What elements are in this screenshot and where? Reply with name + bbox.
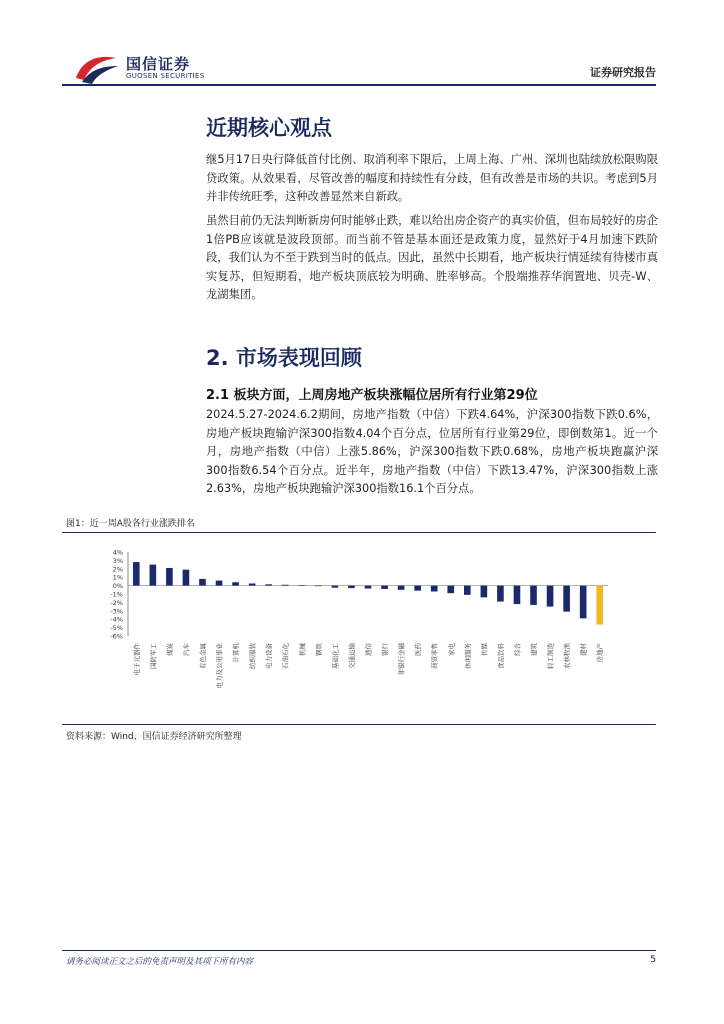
bar-3 (183, 570, 190, 586)
bar-24 (530, 586, 537, 605)
bar-17 (414, 586, 421, 591)
core-views-heading: 近期核心观点 (206, 116, 332, 140)
bar-11 (315, 586, 322, 587)
bar-27 (580, 586, 587, 619)
bar-0 (133, 562, 140, 586)
guosen-logo-icon (72, 52, 120, 84)
x-category-label: 建筑 (530, 643, 539, 656)
industry-ranking-bar-chart (62, 540, 656, 720)
bar-15 (381, 586, 388, 589)
bar-19 (447, 586, 454, 594)
bar-20 (464, 586, 471, 595)
sector-performance-paragraph: 2024.5.27-2024.6.2期间，房地产指数（中信）下跌4.64%，沪深300指数下跌0.6%，房地产板块跑输沪深300指数4.04个百分点，位居所有行业第29位，即倒数第1。近一个月，房地产指数（中信）上涨5.86%，沪深300指数下跌0.68%，房地产板块跑赢沪深300指数6.54个百分点。近半年，房地产指数（中信）下跌13.47%，沪深300指数上涨2.63%，房地产板块跑输沪深300指数16.1个百分点。 (206, 408, 658, 495)
bar-25 (547, 586, 554, 607)
x-category-label: 计算机 (232, 643, 241, 663)
report-header (62, 50, 662, 86)
bar-7 (249, 584, 256, 586)
header-divider (62, 84, 656, 86)
y-tick-label: 4% (112, 548, 123, 557)
bar-13 (348, 586, 355, 589)
x-category-label: 家电 (447, 643, 456, 656)
bar-28 (596, 586, 603, 625)
bar-8 (265, 584, 272, 585)
x-category-label: 综合 (513, 643, 522, 656)
footer-divider (62, 950, 656, 951)
bar-12 (332, 586, 339, 588)
x-category-label: 石油石化 (281, 643, 290, 669)
y-tick-label: -5% (110, 624, 123, 633)
bar-16 (398, 586, 405, 590)
core-views-paragraph-2: 虽然目前仍无法判断新房何时能够止跌，难以给出房企资产的真实价值，但布局较好的房企1倍PB应该就是波段顶部。而当前不管是基本面还是政策力度，显然好于4月加速下跌阶段，我们认为不至于跌到当时的低点。因此，虽然中长期看，地产板块行情延续有待楼市真实复苏，但短期看，地产板块顶底较为明确、胜率够高。个股端推荐华润置地、贝壳-W、龙湖集团。 (206, 214, 658, 301)
market-review-heading: 2. 市场表现回顾 (206, 346, 362, 370)
figure-title: 图1：近一周A股各行业涨跌排名 (66, 519, 195, 529)
x-category-label: 钢铁 (314, 643, 323, 656)
x-category-label: 传媒 (480, 643, 489, 656)
bar-4 (199, 579, 206, 586)
x-category-label: 医药 (414, 643, 423, 656)
y-tick-label: 1% (112, 573, 123, 582)
x-category-label: 有色金属 (198, 643, 207, 669)
bar-22 (497, 586, 504, 602)
x-category-label: 轻工制造 (546, 643, 555, 669)
bar-10 (298, 585, 305, 586)
figure-top-divider (62, 532, 656, 533)
x-category-label: 国防军工 (149, 643, 158, 669)
footer-disclaimer: 请务必阅读正文之后的免责声明及其项下所有内容 (66, 957, 254, 967)
logo-text-cn: 国信证券 (126, 55, 191, 73)
figure-bottom-divider (62, 724, 656, 725)
y-tick-label: 3% (112, 556, 123, 565)
x-category-label: 休闲服务 (463, 643, 472, 669)
y-tick-label: -2% (110, 598, 123, 607)
figure-source: 资料来源：Wind、国信证券经济研究所整理 (66, 732, 242, 742)
bar-6 (232, 582, 239, 585)
report-type-label: 证券研究报告 (590, 66, 656, 79)
x-category-label: 农林牧渔 (563, 643, 572, 669)
bar-5 (216, 581, 223, 586)
x-category-label: 建材 (579, 643, 588, 656)
sector-subheading: 2.1 板块方面，上周房地产板块涨幅位居所有行业第29位 (206, 388, 538, 403)
y-tick-label: -4% (110, 615, 123, 624)
x-category-label: 煤炭 (165, 643, 174, 656)
x-category-label: 机械 (298, 643, 307, 656)
x-category-label: 电力设备 (265, 643, 274, 669)
bar-2 (166, 568, 173, 586)
bar-9 (282, 585, 289, 586)
x-category-label: 非银行金融 (397, 643, 406, 676)
y-tick-label: -6% (110, 632, 123, 641)
x-category-label: 食品饮料 (496, 643, 505, 669)
x-category-label: 银行 (381, 643, 390, 656)
y-tick-label: -3% (110, 607, 123, 616)
y-tick-label: -1% (110, 590, 123, 599)
y-tick-label: 2% (112, 565, 123, 574)
logo-text-en: GUOSEN SECURITIES (126, 72, 205, 80)
bar-26 (563, 586, 570, 612)
x-category-label: 纺织服装 (248, 643, 257, 669)
x-category-label: 交通运输 (347, 643, 356, 669)
x-category-label: 基础化工 (331, 643, 340, 669)
core-views-paragraph-1: 继5月17日央行降低首付比例、取消利率下限后，上周上海、广州、深圳也陆续放松限购限贷政策。从效果看，尽管改善的幅度和持续性有分歧，但有改善是市场的共识。考虑到5月并非传统旺季，这种改善显然来自新政。 (206, 153, 658, 203)
bar-23 (514, 586, 521, 604)
bar-14 (365, 586, 372, 589)
y-tick-label: 0% (112, 582, 123, 591)
x-category-label: 通信 (364, 643, 373, 656)
bar-21 (481, 586, 488, 598)
page-number: 5 (650, 955, 656, 965)
x-category-label: 汽车 (182, 643, 191, 656)
x-category-label: 电力及公用事业 (215, 643, 224, 689)
x-category-label: 电子元器件 (132, 643, 141, 676)
x-category-label: 商贸零售 (430, 643, 439, 669)
bar-1 (150, 565, 157, 586)
x-category-label: 房地产 (596, 643, 605, 663)
bar-18 (431, 586, 438, 592)
